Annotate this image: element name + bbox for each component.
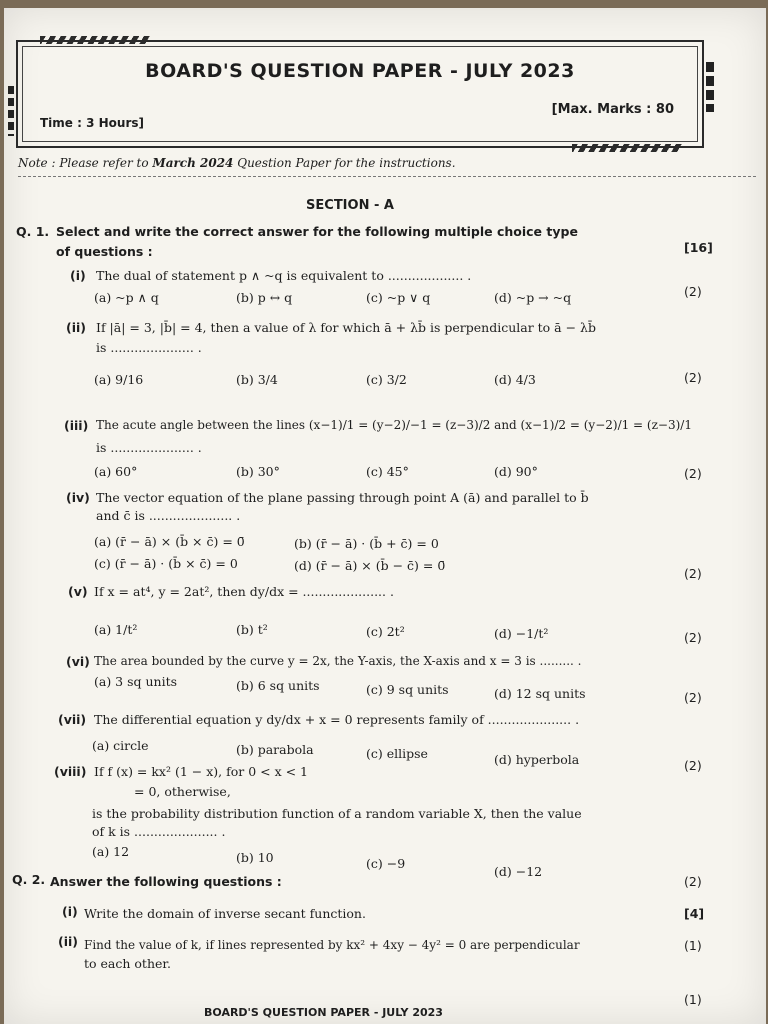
decorative-stripe-top: [40, 36, 150, 44]
q1-vi-option-b: (b) 6 sq units: [236, 678, 320, 693]
q1-iv-option-b: (b) (r̄ − ā) · (b̄ + c̄) = 0: [294, 536, 439, 551]
q2-ii-text: Find the value of k, if lines represented by kx² + 4xy − 4y² = 0 are perpendicular: [84, 938, 580, 952]
decorative-stripe-bottom: [572, 144, 682, 152]
q1-v-option-b: (b) t²: [236, 622, 268, 637]
section-heading: SECTION - A: [306, 198, 394, 213]
q1-iii-option-d: (d) 90°: [494, 464, 538, 479]
q1-i-option-a: (a) ~p ∧ q: [94, 290, 159, 305]
q1-viii-stem3: is the probability distribution function of a random variable X, then the value: [92, 806, 582, 821]
q1-iii-stem: The acute angle between the lines (x−1)/1 = (y−2)/−1 = (z−3)/2 and (x−1)/2 = (y−2)/1 = (z−3)/1: [96, 418, 692, 432]
q1-vii-stem: The differential equation y dy/dx + x = 0 represents family of ..................... .: [94, 712, 580, 727]
question-paper-page: [4, 8, 766, 1024]
q2-marks: [4]: [684, 906, 705, 921]
decorative-side-marks: [706, 62, 714, 112]
q1-iv-marks: (2): [684, 566, 702, 581]
note-text-after: Question Paper for the instructions.: [237, 156, 456, 170]
q1-ii-option-c: (c) 3/2: [366, 372, 407, 387]
q1-iii-option-a: (a) 60°: [94, 464, 138, 479]
q1-ii-stem: If |ā| = 3, |b̄| = 4, then a value of λ for which ā + λb̄ is perpendicular to ā − λb̄: [96, 320, 596, 335]
q1-viii-number: (viii): [54, 764, 87, 779]
q1-v-option-a: (a) 1/t²: [94, 622, 138, 637]
note-text-before: Please refer to: [59, 156, 149, 170]
q1-viii-stem2: = 0, otherwise,: [134, 784, 231, 799]
q2-i-marks: (1): [684, 938, 702, 953]
q1-heading-line2: of questions :: [56, 244, 153, 259]
q1-i-stem: The dual of statement p ∧ ~q is equivalent to ................... .: [96, 268, 472, 283]
q1-iv-option-d: (d) (r̄ − ā) × (b̄ − c̄) = 0̄: [294, 558, 446, 573]
q1-iii-option-b: (b) 30°: [236, 464, 280, 479]
q1-ii-option-b: (b) 3/4: [236, 372, 278, 387]
q1-ii-number: (ii): [66, 320, 86, 335]
q1-iii-stem2: is ..................... .: [96, 440, 202, 455]
q1-vi-marks: (2): [684, 690, 702, 705]
q1-vi-option-a: (a) 3 sq units: [94, 674, 178, 689]
q1-iv-option-c: (c) (r̄ − ā) · (b̄ × c̄) = 0: [94, 556, 238, 571]
q1-v-marks: (2): [684, 630, 702, 645]
note: [18, 156, 456, 170]
q2-i-number: (i): [62, 904, 78, 919]
note-label: Note :: [18, 156, 56, 170]
q1-i-option-c: (c) ~p ∨ q: [366, 290, 431, 305]
q1-vii-option-d: (d) hyperbola: [494, 752, 580, 767]
q1-iii-marks: (2): [684, 466, 702, 481]
q1-iii-option-c: (c) 45°: [366, 464, 409, 479]
q2-ii-marks: (1): [684, 992, 702, 1007]
note-ref: March 2024: [152, 156, 234, 170]
q1-vii-marks: (2): [684, 758, 702, 773]
q1-ii-option-d: (d) 4/3: [494, 372, 536, 387]
q1-ii-option-a: (a) 9/16: [94, 372, 144, 387]
page-footer: BOARD'S QUESTION PAPER - JULY 2023: [204, 1006, 443, 1019]
q1-viii-stem4: of k is ..................... .: [92, 824, 226, 839]
q1-v-stem: If x = at⁴, y = 2at², then dy/dx = ..................... .: [94, 584, 394, 599]
q1-vii-option-b: (b) parabola: [236, 742, 314, 757]
q1-iv-number: (iv): [66, 490, 90, 505]
q1-v-option-d: (d) −1/t²: [494, 626, 549, 641]
q1-vi-option-c: (c) 9 sq units: [366, 682, 449, 697]
q1-ii-marks: (2): [684, 370, 702, 385]
q1-i-option-b: (b) p ↔ q: [236, 290, 293, 305]
q1-heading-line1: Select and write the correct answer for the following multiple choice type: [56, 224, 578, 239]
q1-iv-stem: The vector equation of the plane passing through point A (ā) and parallel to b̄: [96, 490, 589, 505]
q1-i-number: (i): [70, 268, 86, 283]
max-marks-label: [Max. Marks : 80: [551, 102, 674, 117]
q1-iv-option-a: (a) (r̄ − ā) × (b̄ × c̄) = 0̄: [94, 534, 245, 549]
q2-ii-number: (ii): [58, 934, 78, 949]
q1-vi-number: (vi): [66, 654, 90, 669]
q1-vii-number: (vii): [58, 712, 87, 727]
decorative-left-marks: [8, 86, 14, 136]
q2-ii-text2: to each other.: [84, 956, 171, 971]
time-label: Time : 3 Hours]: [40, 116, 144, 130]
q1-vi-option-d: (d) 12 sq units: [494, 686, 586, 701]
q1-vi-stem: The area bounded by the curve y = 2x, the Y-axis, the X-axis and x = 3 is ......... .: [94, 654, 582, 668]
q2-heading: Answer the following questions :: [50, 874, 282, 889]
q1-marks: [16]: [684, 240, 713, 255]
q1-i-marks: (2): [684, 284, 702, 299]
q1-viii-option-c: (c) −9: [366, 856, 406, 871]
q1-vii-option-a: (a) circle: [92, 738, 149, 753]
q1-v-number: (v): [68, 584, 88, 599]
q1-viii-option-a: (a) 12: [92, 844, 130, 859]
header-box: [16, 40, 704, 148]
q2-i-text: Write the domain of inverse secant function.: [84, 906, 366, 921]
q1-viii-option-b: (b) 10: [236, 850, 274, 865]
q1-viii-marks: (2): [684, 874, 702, 889]
q1-i-option-d: (d) ~p → ~q: [494, 290, 572, 305]
q1-iv-stem2: and c̄ is ..................... .: [96, 508, 241, 523]
q1-ii-stem2: is ..................... .: [96, 340, 202, 355]
q2-number: Q. 2.: [12, 872, 46, 887]
q1-viii-option-d: (d) −12: [494, 864, 543, 879]
q1-number: Q. 1.: [16, 224, 50, 239]
q1-iii-number: (iii): [64, 418, 89, 433]
q1-viii-stem: If f (x) = kx² (1 − x), for 0 < x < 1: [94, 764, 308, 779]
paper-title: BOARD'S QUESTION PAPER - JULY 2023: [145, 60, 575, 82]
dashed-divider: [18, 176, 756, 177]
q1-vii-option-c: (c) ellipse: [366, 746, 428, 761]
q1-v-option-c: (c) 2t²: [366, 624, 405, 639]
